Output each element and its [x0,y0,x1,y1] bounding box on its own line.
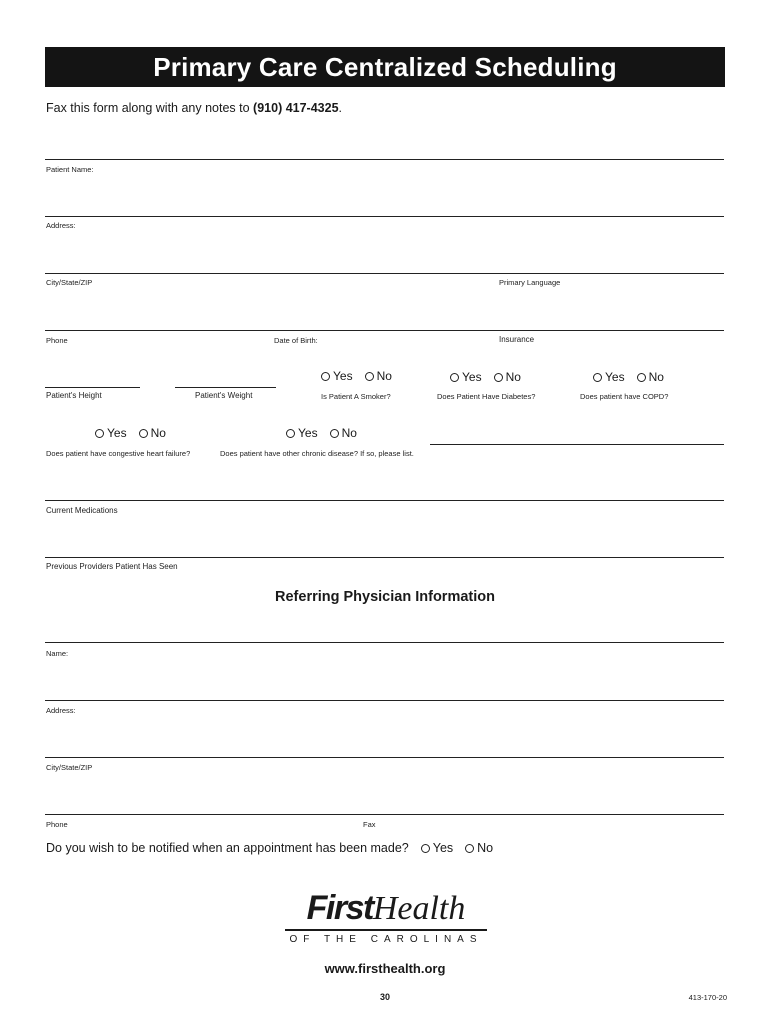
patient-height-line [45,387,140,388]
logo-divider [285,929,487,931]
patient-address-label: Address: [46,221,76,230]
patient-name-line [45,159,724,160]
referring-address-input[interactable] [46,684,724,700]
firsthealth-logo [285,890,487,945]
current-medications-line [45,500,724,501]
smoker-options [321,369,392,383]
chronic-no-radio[interactable] [330,429,339,438]
referring-phone-label: Phone [46,820,68,829]
patient-weight-line [175,387,276,388]
copd-yes-radio[interactable] [593,373,602,382]
referring-phone-input[interactable] [46,798,356,814]
referring-city-input[interactable] [46,741,724,757]
fax-instructions [46,101,342,115]
chronic-no-option[interactable] [330,426,357,440]
form-title: Primary Care Centralized Scheduling [153,51,617,82]
notify-no-label: No [477,841,494,855]
patient-address-line [45,216,724,217]
notify-no-option[interactable] [465,841,493,855]
chf-no-option[interactable] [139,426,166,440]
diabetes-no-option[interactable] [494,370,521,384]
smoker-no-radio[interactable] [365,372,374,381]
patient-weight-input[interactable] [176,371,275,387]
fax-instructions-text: Fax this form along with any notes to [46,101,254,115]
patient-name-input[interactable] [46,143,724,159]
referring-address-line [45,700,724,701]
chf-label: Does patient have congestive heart failure? [46,449,191,458]
copd-no-label: No [648,370,664,384]
insurance-label: Insurance [499,335,535,344]
notify-yes-option[interactable] [421,841,453,855]
smoker-no-option[interactable] [365,369,392,383]
insurance-input[interactable] [499,314,724,330]
notify-row [46,841,493,855]
referring-name-line [45,642,724,643]
referring-phone-line [45,814,724,815]
patient-phone-input[interactable] [46,314,266,330]
patient-phone-line [45,330,724,331]
chronic-no-label: No [341,426,357,440]
diabetes-yes-radio[interactable] [450,373,459,382]
chronic-yes-radio[interactable] [286,429,295,438]
chf-no-radio[interactable] [139,429,148,438]
chf-no-label: No [150,426,166,440]
patient-height-input[interactable] [46,371,140,387]
smoker-no-label: No [376,369,392,383]
patient-name-label: Patient Name: [46,165,94,174]
current-medications-label: Current Medications [46,506,118,515]
previous-providers-input[interactable] [46,541,724,557]
copd-options [593,370,664,384]
chronic-yes-option[interactable] [286,426,318,440]
chf-yes-radio[interactable] [95,429,104,438]
notify-no-radio[interactable] [465,844,474,853]
page-number: 30 [379,992,390,1002]
date-of-birth-input[interactable] [274,314,489,330]
diabetes-yes-label: Yes [462,370,482,384]
form-number: 413-170-20 [688,993,727,1002]
previous-providers-line [45,557,724,558]
patient-city-label: City/State/ZIP [46,278,93,287]
chronic-yes-label: Yes [298,426,318,440]
logo-first-text: First [306,889,373,927]
smoker-yes-radio[interactable] [321,372,330,381]
chronic-disease-line [430,444,724,445]
website-url: www.firsthealth.org [324,961,446,976]
chf-options [95,426,166,440]
diabetes-label: Does Patient Have Diabetes? [437,392,536,401]
logo-tagline: OF THE CAROLINAS [289,933,483,945]
date-of-birth-label: Date of Birth: [274,336,318,345]
patient-height-label: Patient's Height [46,391,102,400]
primary-language-label: Primary Language [499,278,561,287]
smoker-yes-label: Yes [333,369,353,383]
referring-city-line [45,757,724,758]
copd-no-radio[interactable] [637,373,646,382]
referring-fax-input[interactable] [363,798,724,814]
primary-language-input[interactable] [499,257,724,273]
form-title-bar [45,47,725,87]
copd-label: Does patient have COPD? [580,392,669,401]
chf-yes-option[interactable] [95,426,127,440]
smoker-yes-option[interactable] [321,369,353,383]
previous-providers-label: Previous Providers Patient Has Seen [46,562,178,571]
diabetes-no-radio[interactable] [494,373,503,382]
diabetes-yes-option[interactable] [450,370,482,384]
fax-instructions-suffix: . [338,101,343,115]
copd-yes-option[interactable] [593,370,625,384]
referring-city-label: City/State/ZIP [46,763,93,772]
patient-city-line [45,273,724,274]
patient-address-input[interactable] [46,200,724,216]
notify-yes-label: Yes [432,841,454,855]
referring-name-input[interactable] [46,626,724,642]
notify-yes-radio[interactable] [421,844,430,853]
current-medications-input[interactable] [46,484,724,500]
referring-fax-label: Fax [363,820,376,829]
chronic-disease-input[interactable] [431,428,723,444]
patient-city-input[interactable] [46,257,486,273]
referring-name-label: Name: [46,649,69,658]
diabetes-no-label: No [505,370,521,384]
notify-question: Do you wish to be notified when an appointment has been made? [46,841,409,855]
patient-phone-label: Phone [46,336,68,345]
diabetes-options [450,370,521,384]
logo-wordmark [285,890,487,927]
referring-physician-heading: Referring Physician Information [275,589,495,605]
chronic-options [286,426,357,440]
chronic-label: Does patient have other chronic disease? If so, please list. [220,449,414,458]
chf-yes-label: Yes [107,426,127,440]
fax-number: (910) 417-4325 [253,101,339,115]
copd-yes-label: Yes [605,370,625,384]
smoker-label: Is Patient A Smoker? [321,392,391,401]
patient-weight-label: Patient's Weight [195,391,253,400]
copd-no-option[interactable] [637,370,664,384]
logo-health-text: Health [372,890,466,927]
referring-address-label: Address: [46,706,76,715]
